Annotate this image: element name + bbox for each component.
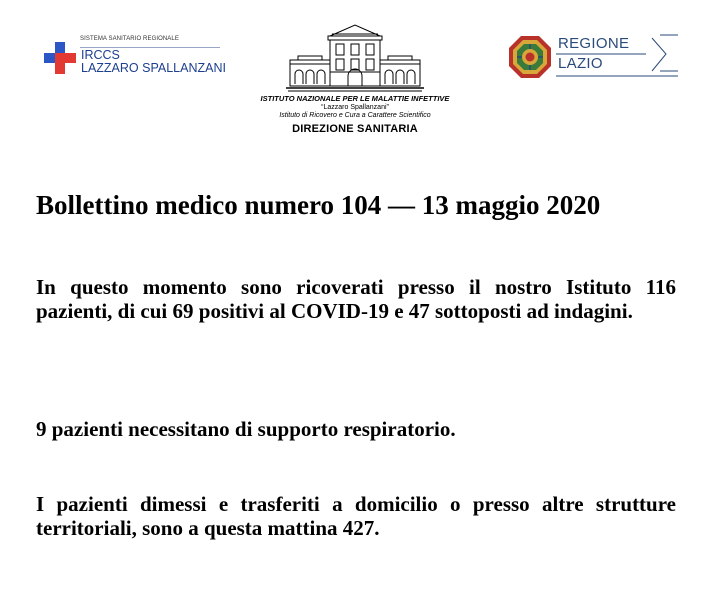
building-icon bbox=[286, 22, 424, 92]
department-name: DIREZIONE SANITARIA bbox=[292, 123, 418, 135]
logo-line1: IRCCS bbox=[81, 48, 120, 62]
spallanzani-logo bbox=[44, 36, 244, 80]
institute-name: ISTITUTO NAZIONALE PER LE MALATTIE INFETTIVE bbox=[260, 94, 450, 103]
institute-eponym: “Lazzaro Spallanzani” bbox=[321, 104, 389, 111]
logo-line2: LAZZARO SPALLANZANI bbox=[81, 61, 226, 75]
logo-name bbox=[81, 49, 226, 75]
institute-subtitle: Istituto di Ricovero e Cura a Carattere Scientifico bbox=[279, 112, 431, 119]
region-line2: LAZIO bbox=[558, 55, 603, 72]
bulletin-paragraph-respiratory: 9 pazienti necessitano di supporto respiratorio. bbox=[36, 417, 456, 441]
medical-cross-icon bbox=[44, 42, 76, 74]
bulletin-paragraph-discharged: I pazienti dimessi e trasferiti a domicilio o presso altre strutture territoriali, sono a questa mattina 427. bbox=[36, 492, 676, 540]
chevron-decoration-icon bbox=[556, 33, 678, 79]
bulletin-paragraph-hospitalized: In questo momento sono ricoverati presso il nostro Istituto 116 pazienti, di cui 69 positivi al COVID-19 e 47 sottoposti ad indagini. bbox=[36, 275, 676, 323]
region-line1: REGIONE bbox=[558, 35, 630, 52]
institute-header bbox=[230, 22, 480, 135]
bulletin-title: Bollettino medico numero 104 — 13 maggio 2020 bbox=[36, 190, 601, 220]
regione-lazio-logo bbox=[508, 33, 678, 81]
region-emblem-icon bbox=[508, 35, 552, 79]
logo-small-text: SISTEMA SANITARIO REGIONALE bbox=[80, 36, 179, 42]
